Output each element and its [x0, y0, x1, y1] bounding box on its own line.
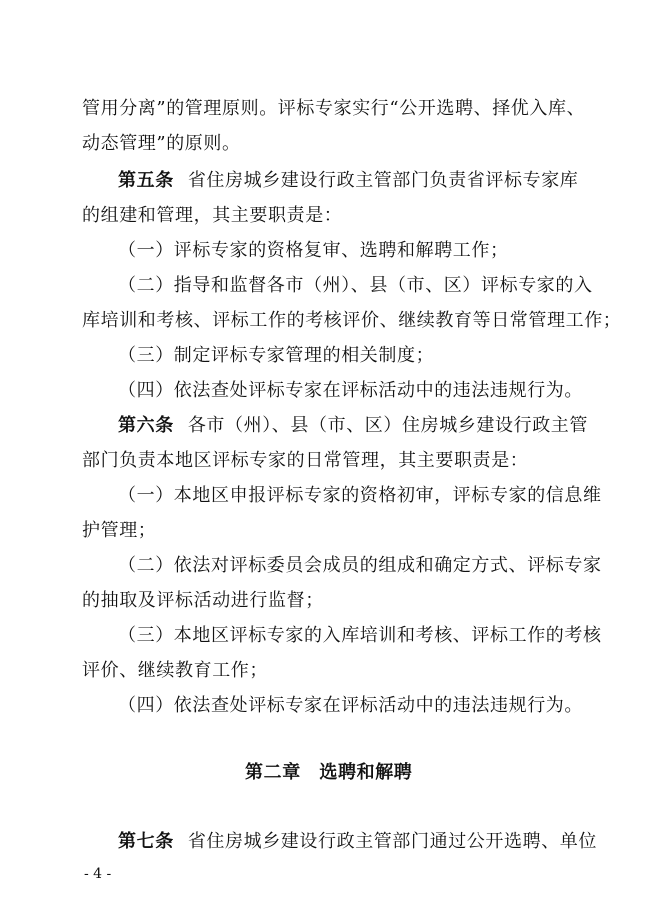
text-line-15: 的抽取及评标活动进行监督；: [82, 590, 324, 611]
text-line-14: （二）依法对评标委员会成员的组成和确定方式、评标专家: [118, 555, 602, 576]
article-6-line: [118, 415, 588, 437]
article-5-label: 第五条: [118, 170, 174, 191]
article-6-label: 第六条: [118, 415, 174, 436]
text-line-17: 评价、继续教育工作；: [82, 660, 268, 681]
text-line-16: （三）本地区评标专家的入库培训和考核、评标工作的考核: [118, 625, 602, 646]
text-line-1: 管用分离”的管理原则。评标专家实行“公开选聘、择优入库、: [82, 98, 586, 119]
text-line-5: （一）评标专家的资格复审、选聘和解聘工作；: [118, 240, 509, 261]
text-line-6: （二）指导和监督各市（州）、县（市、区）评标专家的入: [118, 275, 593, 296]
article-5-line: [118, 170, 578, 192]
text-line-7: 库培训和考核、评标工作的考核评价、继续教育等日常管理工作；: [82, 310, 622, 331]
text-line-18: （四）依法查处评标专家在评标活动中的违法违规行为。: [118, 695, 583, 716]
page-number: - 4 -: [84, 866, 112, 882]
text-line-12: （一）本地区申报评标专家的资格初审，评标专家的信息维: [118, 485, 602, 506]
article-6-text: 各市（州）、县（市、区）住房城乡建设行政主管: [187, 415, 589, 436]
text-line-2: 动态管理”的原则。: [82, 133, 241, 154]
text-line-11: 部门负责本地区评标专家的日常管理，其主要职责是：: [82, 450, 529, 471]
text-line-9: （四）依法查处评标专家在评标活动中的违法违规行为。: [118, 380, 583, 401]
article-7-label: 第七条: [118, 831, 174, 852]
text-line-8: （三）制定评标专家管理的相关制度；: [118, 345, 435, 366]
article-5-text: 省住房城乡建设行政主管部门负责省评标专家库: [187, 170, 579, 191]
article-7-text: 省住房城乡建设行政主管部门通过公开选聘、单位: [187, 831, 598, 852]
text-line-13: 护管理；: [82, 520, 157, 541]
text-line-4: 的组建和管理，其主要职责是：: [82, 205, 343, 226]
article-7-line: [118, 831, 597, 853]
chapter-heading: 第二章 选聘和解聘: [245, 762, 413, 783]
